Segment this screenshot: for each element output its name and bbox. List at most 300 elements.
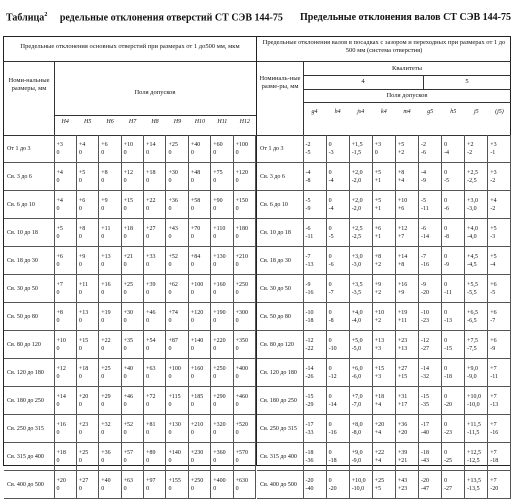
deviation-cell xyxy=(418,415,441,443)
lower-deviation: 0 xyxy=(101,205,105,212)
upper-deviation: -9 xyxy=(305,281,311,288)
deviation-cell xyxy=(465,163,488,191)
upper-deviation: +48 xyxy=(190,169,201,176)
deviation-cell xyxy=(395,163,418,191)
upper-deviation: +10 xyxy=(123,141,134,148)
row-size-range: Св. 18 до 30 xyxy=(4,247,54,275)
upper-deviation: +2 xyxy=(467,141,474,148)
deviation-cell xyxy=(372,331,395,359)
deviation-cell xyxy=(418,303,441,331)
lower-deviation: +4 xyxy=(374,457,382,464)
lower-deviation: +4 xyxy=(397,177,405,184)
upper-deviation: -20 xyxy=(420,477,429,484)
lower-deviation: 0 xyxy=(101,317,105,324)
lower-deviation: -47 xyxy=(420,485,429,492)
upper-deviation: +110 xyxy=(213,225,226,232)
lower-deviation: -2,0 xyxy=(351,177,362,184)
table-row xyxy=(257,247,511,275)
lower-deviation: -1,5 xyxy=(351,149,362,156)
upper-deviation: +130 xyxy=(168,421,181,428)
upper-deviation: +6,0 xyxy=(351,365,363,372)
upper-deviation: +8 xyxy=(397,169,405,176)
lower-deviation: 0 xyxy=(123,317,127,324)
upper-deviation: +210 xyxy=(190,421,204,428)
upper-deviation: +350 xyxy=(235,337,249,344)
deviation-cell xyxy=(144,387,166,415)
upper-deviation: +11,5 xyxy=(467,421,481,428)
lower-deviation: 0 xyxy=(235,233,239,240)
lower-deviation: 0 xyxy=(56,289,60,296)
upper-deviation: +19 xyxy=(397,309,408,316)
field-label: (j5) xyxy=(495,109,504,115)
upper-deviation: +52 xyxy=(123,421,134,428)
lower-deviation: 0 xyxy=(101,373,105,380)
lower-deviation: 0 xyxy=(146,205,150,212)
lower-deviation: 0 xyxy=(146,289,150,296)
deviation-cell xyxy=(166,443,188,471)
deviation-cell xyxy=(303,331,326,359)
upper-deviation: +8,0 xyxy=(351,421,363,428)
lower-deviation: 0 xyxy=(123,457,127,464)
deviation-cell xyxy=(326,191,349,219)
lower-deviation: 0 xyxy=(123,485,127,492)
deviation-cell xyxy=(76,135,98,163)
upper-deviation: -17 xyxy=(420,421,429,428)
upper-deviation: +15 xyxy=(123,197,134,204)
upper-deviation: +5 xyxy=(56,225,63,232)
deviation-cell xyxy=(395,275,418,303)
deviation-cell xyxy=(395,303,418,331)
lower-deviation: 0 xyxy=(235,205,239,212)
tables-frame xyxy=(3,36,511,492)
lower-deviation: +17 xyxy=(397,401,408,408)
lower-deviation: 0 xyxy=(168,261,172,268)
lower-deviation: -9,0 xyxy=(467,373,477,380)
upper-deviation: +300 xyxy=(235,309,249,316)
row-size-range: Св. 180 до 250 xyxy=(257,387,303,415)
lower-deviation: -5 xyxy=(444,177,450,184)
upper-deviation: +7,0 xyxy=(351,393,363,400)
deviation-cell xyxy=(99,275,121,303)
deviation-cell xyxy=(488,303,511,331)
deviation-cell xyxy=(372,443,395,471)
upper-deviation: +6 xyxy=(374,225,382,232)
deviation-cell xyxy=(211,387,233,415)
upper-deviation: +210 xyxy=(235,253,249,260)
deviation-cell xyxy=(76,247,98,275)
lower-deviation: -2 xyxy=(490,177,496,184)
deviation-cell xyxy=(488,191,511,219)
lower-deviation: -3,0 xyxy=(467,205,477,212)
row-size-range: Св. 315 до 400 xyxy=(4,443,54,471)
lower-deviation: 0 xyxy=(213,149,217,156)
upper-deviation: +27 xyxy=(146,225,156,232)
deviation-cell xyxy=(303,387,326,415)
deviation-cell xyxy=(442,415,465,443)
upper-deviation: +10 xyxy=(56,337,66,344)
lower-deviation: -35 xyxy=(420,401,429,408)
lower-deviation: -1 xyxy=(490,149,496,156)
upper-deviation: +10,0 xyxy=(351,477,366,484)
upper-deviation: +43 xyxy=(168,225,178,232)
upper-deviation: +150 xyxy=(235,197,249,204)
lower-deviation: 0 xyxy=(78,429,82,436)
deviation-cell xyxy=(465,471,488,499)
deviation-cell xyxy=(303,359,326,387)
deviation-cell xyxy=(326,303,349,331)
deviation-cell xyxy=(233,135,255,163)
deviation-cell xyxy=(233,359,255,387)
deviation-cell xyxy=(326,471,349,499)
lower-deviation: 0 xyxy=(101,289,105,296)
upper-deviation: +70 xyxy=(190,225,201,232)
deviation-cell xyxy=(211,331,233,359)
deviation-cell xyxy=(144,247,166,275)
left-field-labels xyxy=(54,119,256,131)
field-label: H12 xyxy=(239,119,250,125)
deviation-cell xyxy=(233,303,255,331)
upper-deviation: +19 xyxy=(101,309,111,316)
row-size-range: Св. 80 до 120 xyxy=(4,331,54,359)
upper-deviation: +1,5 xyxy=(351,141,363,148)
upper-deviation: +115 xyxy=(168,393,181,400)
field-label: g5 xyxy=(427,109,434,115)
upper-deviation: +140 xyxy=(190,337,204,344)
upper-deviation: +100 xyxy=(168,365,181,372)
lower-deviation: 0 xyxy=(168,457,172,464)
upper-deviation: +40 xyxy=(123,365,134,372)
upper-deviation: +4,0 xyxy=(351,309,363,316)
upper-deviation: 0 xyxy=(328,197,332,204)
lower-deviation: 0 xyxy=(146,233,150,240)
lower-deviation: -3 xyxy=(328,149,334,156)
title-left-sup: 2 xyxy=(44,12,48,18)
field-label: H10 xyxy=(194,119,206,125)
deviation-cell xyxy=(211,247,233,275)
lower-deviation: 0 xyxy=(235,457,239,464)
lower-deviation: 0 xyxy=(213,457,217,464)
lower-deviation: -5 xyxy=(490,289,496,296)
lower-deviation: -32 xyxy=(420,373,429,380)
deviation-cell xyxy=(442,443,465,471)
upper-deviation: +31 xyxy=(397,393,408,400)
lower-deviation: 0 xyxy=(190,401,194,408)
upper-deviation: +27 xyxy=(78,477,89,484)
deviation-cell xyxy=(211,135,233,163)
deviation-cell xyxy=(99,443,121,471)
deviation-cell xyxy=(303,219,326,247)
upper-deviation: +100 xyxy=(235,141,249,148)
upper-deviation: +81 xyxy=(146,421,156,428)
lower-deviation: +2 xyxy=(374,289,382,296)
upper-deviation: +220 xyxy=(213,337,226,344)
deviation-cell xyxy=(303,247,326,275)
deviation-cell xyxy=(188,191,210,219)
table-row xyxy=(4,443,256,471)
lower-deviation: -26 xyxy=(305,373,314,380)
upper-deviation: -4 xyxy=(420,169,426,176)
lower-deviation: 0 xyxy=(235,317,239,324)
upper-deviation: +3,0 xyxy=(351,253,363,260)
table-row xyxy=(4,191,256,219)
deviation-cell xyxy=(76,303,98,331)
lower-deviation: 0 xyxy=(146,177,150,184)
deviation-cell xyxy=(121,471,143,499)
deviation-cell xyxy=(442,303,465,331)
lower-deviation: 0 xyxy=(190,457,194,464)
deviation-cell xyxy=(349,247,372,275)
lower-deviation: 0 xyxy=(190,205,194,212)
upper-deviation: +230 xyxy=(190,449,204,456)
deviation-cell xyxy=(418,247,441,275)
lower-deviation: 0 xyxy=(213,177,217,184)
upper-deviation: 0 xyxy=(444,225,448,232)
upper-deviation: +180 xyxy=(235,225,249,232)
lower-deviation: -22 xyxy=(305,345,314,352)
upper-deviation: 0 xyxy=(328,253,332,260)
field-label: m4 xyxy=(403,109,411,115)
left-nominal-header: Номи-нальные размеры, мм xyxy=(8,77,50,92)
upper-deviation: +250 xyxy=(235,281,249,288)
upper-deviation: +30 xyxy=(123,309,134,316)
upper-deviation: 0 xyxy=(444,253,448,260)
lower-deviation: 0 xyxy=(56,233,60,240)
upper-deviation: +10,0 xyxy=(467,393,482,400)
upper-deviation: +360 xyxy=(213,449,226,456)
deviation-cell xyxy=(166,191,188,219)
field-label: js4 xyxy=(357,109,365,115)
deviation-cell xyxy=(144,135,166,163)
lower-deviation: 0 xyxy=(190,149,194,156)
deviation-cell xyxy=(211,219,233,247)
upper-deviation: +3 xyxy=(56,141,63,148)
lower-deviation: 0 xyxy=(78,401,82,408)
upper-deviation: -7 xyxy=(420,253,426,260)
upper-deviation: +14 xyxy=(397,253,408,260)
upper-deviation: 0 xyxy=(444,393,448,400)
deviation-cell xyxy=(188,275,210,303)
lower-deviation: +2 xyxy=(374,317,382,324)
lower-deviation: 0 xyxy=(168,485,172,492)
deviation-cell xyxy=(99,387,121,415)
deviation-cell xyxy=(395,247,418,275)
upper-deviation: +100 xyxy=(190,281,204,288)
lower-deviation: -2,5 xyxy=(467,177,477,184)
lower-deviation: 0 xyxy=(146,429,150,436)
lower-deviation: +23 xyxy=(397,485,408,492)
upper-deviation: +16 xyxy=(56,421,66,428)
deviation-cell xyxy=(166,275,188,303)
upper-deviation: +90 xyxy=(213,197,223,204)
deviation-cell xyxy=(233,247,255,275)
upper-deviation: -7 xyxy=(305,253,311,260)
lower-deviation: -27 xyxy=(420,345,429,352)
upper-deviation: -18 xyxy=(305,449,314,456)
lower-deviation: -40 xyxy=(420,429,429,436)
deviation-cell xyxy=(488,359,511,387)
lower-deviation: 0 xyxy=(190,485,194,492)
lower-deviation: 0 xyxy=(101,233,105,240)
right-fields-header: Поля допусков xyxy=(386,92,428,99)
deviation-cell xyxy=(488,415,511,443)
deviation-cell xyxy=(465,303,488,331)
lower-deviation: -23 xyxy=(420,317,429,324)
lower-deviation: -3 xyxy=(490,233,496,240)
upper-deviation: +460 xyxy=(235,393,249,400)
upper-deviation: +7 xyxy=(56,281,63,288)
deviation-cell xyxy=(326,387,349,415)
lower-deviation: -18 xyxy=(490,457,499,464)
lower-deviation: +11 xyxy=(397,317,408,324)
deviation-cell xyxy=(303,443,326,471)
deviation-cell xyxy=(303,275,326,303)
lower-deviation: +1 xyxy=(374,205,382,212)
upper-deviation: -6 xyxy=(305,225,311,232)
upper-deviation: +2,5 xyxy=(467,169,479,176)
deviation-cell xyxy=(349,135,372,163)
upper-deviation: -12 xyxy=(305,337,314,344)
row-size-range: Св. 120 до 180 xyxy=(4,359,54,387)
deviation-cell xyxy=(188,331,210,359)
deviation-cell xyxy=(211,359,233,387)
row-size-range: Св. 400 до 500 xyxy=(257,471,303,499)
deviation-cell xyxy=(76,275,98,303)
upper-deviation: -5 xyxy=(420,197,426,204)
deviation-cell xyxy=(442,471,465,499)
upper-deviation: +400 xyxy=(235,365,249,372)
deviation-cell xyxy=(233,387,255,415)
upper-deviation: +8 xyxy=(56,309,63,316)
upper-deviation: +190 xyxy=(213,309,226,316)
deviation-cell xyxy=(144,415,166,443)
lower-deviation: 0 xyxy=(213,401,217,408)
lower-deviation: 0 xyxy=(101,345,105,352)
upper-deviation: +62 xyxy=(168,281,178,288)
deviation-cell xyxy=(188,387,210,415)
qualitet-5-label: 5 xyxy=(465,78,469,85)
deviation-cell xyxy=(121,163,143,191)
deviation-cell xyxy=(144,359,166,387)
deviation-cell xyxy=(372,163,395,191)
upper-deviation: +7 xyxy=(490,477,497,484)
lower-deviation: 0 xyxy=(78,317,82,324)
lower-deviation: -40 xyxy=(305,485,314,492)
deviation-cell xyxy=(188,443,210,471)
table-row xyxy=(4,219,256,247)
upper-deviation: +250 xyxy=(213,365,226,372)
lower-deviation: -43 xyxy=(420,457,429,464)
lower-deviation: -6,5 xyxy=(467,317,477,324)
upper-deviation: +2,0 xyxy=(351,197,363,204)
upper-deviation: +43 xyxy=(397,477,408,484)
upper-deviation: +40 xyxy=(101,477,111,484)
table-row xyxy=(4,471,256,499)
lower-deviation: -4,0 xyxy=(351,317,362,324)
deviation-cell xyxy=(166,247,188,275)
deviation-cell xyxy=(488,443,511,471)
lower-deviation: -7,0 xyxy=(351,401,362,408)
upper-deviation: +6 xyxy=(490,281,497,288)
table-row xyxy=(257,471,511,499)
deviation-cell xyxy=(395,471,418,499)
lower-deviation: -16 xyxy=(305,289,314,296)
lower-deviation: -2 xyxy=(467,149,473,156)
deviation-cell xyxy=(99,415,121,443)
table-row xyxy=(4,163,256,191)
upper-deviation: 0 xyxy=(328,337,332,344)
lower-deviation: -4 xyxy=(328,177,334,184)
upper-deviation: +6 xyxy=(101,141,108,148)
deviation-cell xyxy=(211,415,233,443)
deviation-cell xyxy=(349,443,372,471)
lower-deviation: 0 xyxy=(101,457,105,464)
upper-deviation: +3 xyxy=(374,141,382,148)
lower-deviation: -14 xyxy=(328,401,337,408)
lower-deviation: -5,0 xyxy=(351,345,362,352)
deviation-cell xyxy=(54,471,76,499)
lower-deviation: 0 xyxy=(101,261,105,268)
right-header-divider xyxy=(257,61,511,62)
lower-deviation: -25 xyxy=(444,457,453,464)
left-fields-header: Поля допусков xyxy=(134,89,176,96)
upper-deviation: +84 xyxy=(190,253,201,260)
lower-deviation: 0 xyxy=(146,261,150,268)
lower-deviation: -11 xyxy=(420,205,429,212)
title-left-text: редельные отклонения отверстий СТ СЭВ 144-75 xyxy=(59,12,283,24)
deviation-cell xyxy=(442,331,465,359)
lower-deviation: 0 xyxy=(78,373,82,380)
lower-deviation: -4,0 xyxy=(467,233,477,240)
lower-deviation: -5 xyxy=(328,233,334,240)
field-label: H11 xyxy=(217,119,228,125)
deviation-cell xyxy=(188,415,210,443)
upper-deviation: +22 xyxy=(146,197,156,204)
right-main-header: Предельные отклонения валов в посадках с зазором и переходных при размерах от 1 до 500 мм (система отверстия) xyxy=(262,39,506,54)
lower-deviation: 0 xyxy=(168,317,172,324)
lower-deviation: +5 xyxy=(374,485,382,492)
row-size-range: Св. 30 до 50 xyxy=(257,275,303,303)
deviation-cell xyxy=(418,219,441,247)
row-size-range: Св. 6 до 10 xyxy=(257,191,303,219)
deviation-cell xyxy=(54,191,76,219)
left-fields-divider xyxy=(54,115,256,116)
deviation-cell xyxy=(211,471,233,499)
left-header-divider xyxy=(4,61,256,62)
deviation-cell xyxy=(99,135,121,163)
upper-deviation: +60 xyxy=(213,141,223,148)
upper-deviation: +15 xyxy=(78,337,89,344)
upper-deviation: +30 xyxy=(168,169,178,176)
upper-deviation: +75 xyxy=(213,169,223,176)
deviation-cell xyxy=(54,415,76,443)
lower-deviation: 0 xyxy=(213,317,217,324)
upper-deviation: 0 xyxy=(444,141,448,148)
lower-deviation: 0 xyxy=(56,149,60,156)
table-row xyxy=(257,443,511,471)
lower-deviation: -12,5 xyxy=(467,457,480,464)
field-label: k4 xyxy=(381,109,387,115)
upper-deviation: +25 xyxy=(123,281,134,288)
lower-deviation: -6 xyxy=(420,149,426,156)
deviation-cell xyxy=(121,135,143,163)
table-row xyxy=(4,415,256,443)
upper-deviation: +9,0 xyxy=(467,365,479,372)
deviation-cell xyxy=(465,359,488,387)
left-tolerance-table xyxy=(4,135,256,499)
deviation-cell xyxy=(303,303,326,331)
lower-deviation: -11,5 xyxy=(467,429,480,436)
lower-deviation: 0 xyxy=(56,373,60,380)
